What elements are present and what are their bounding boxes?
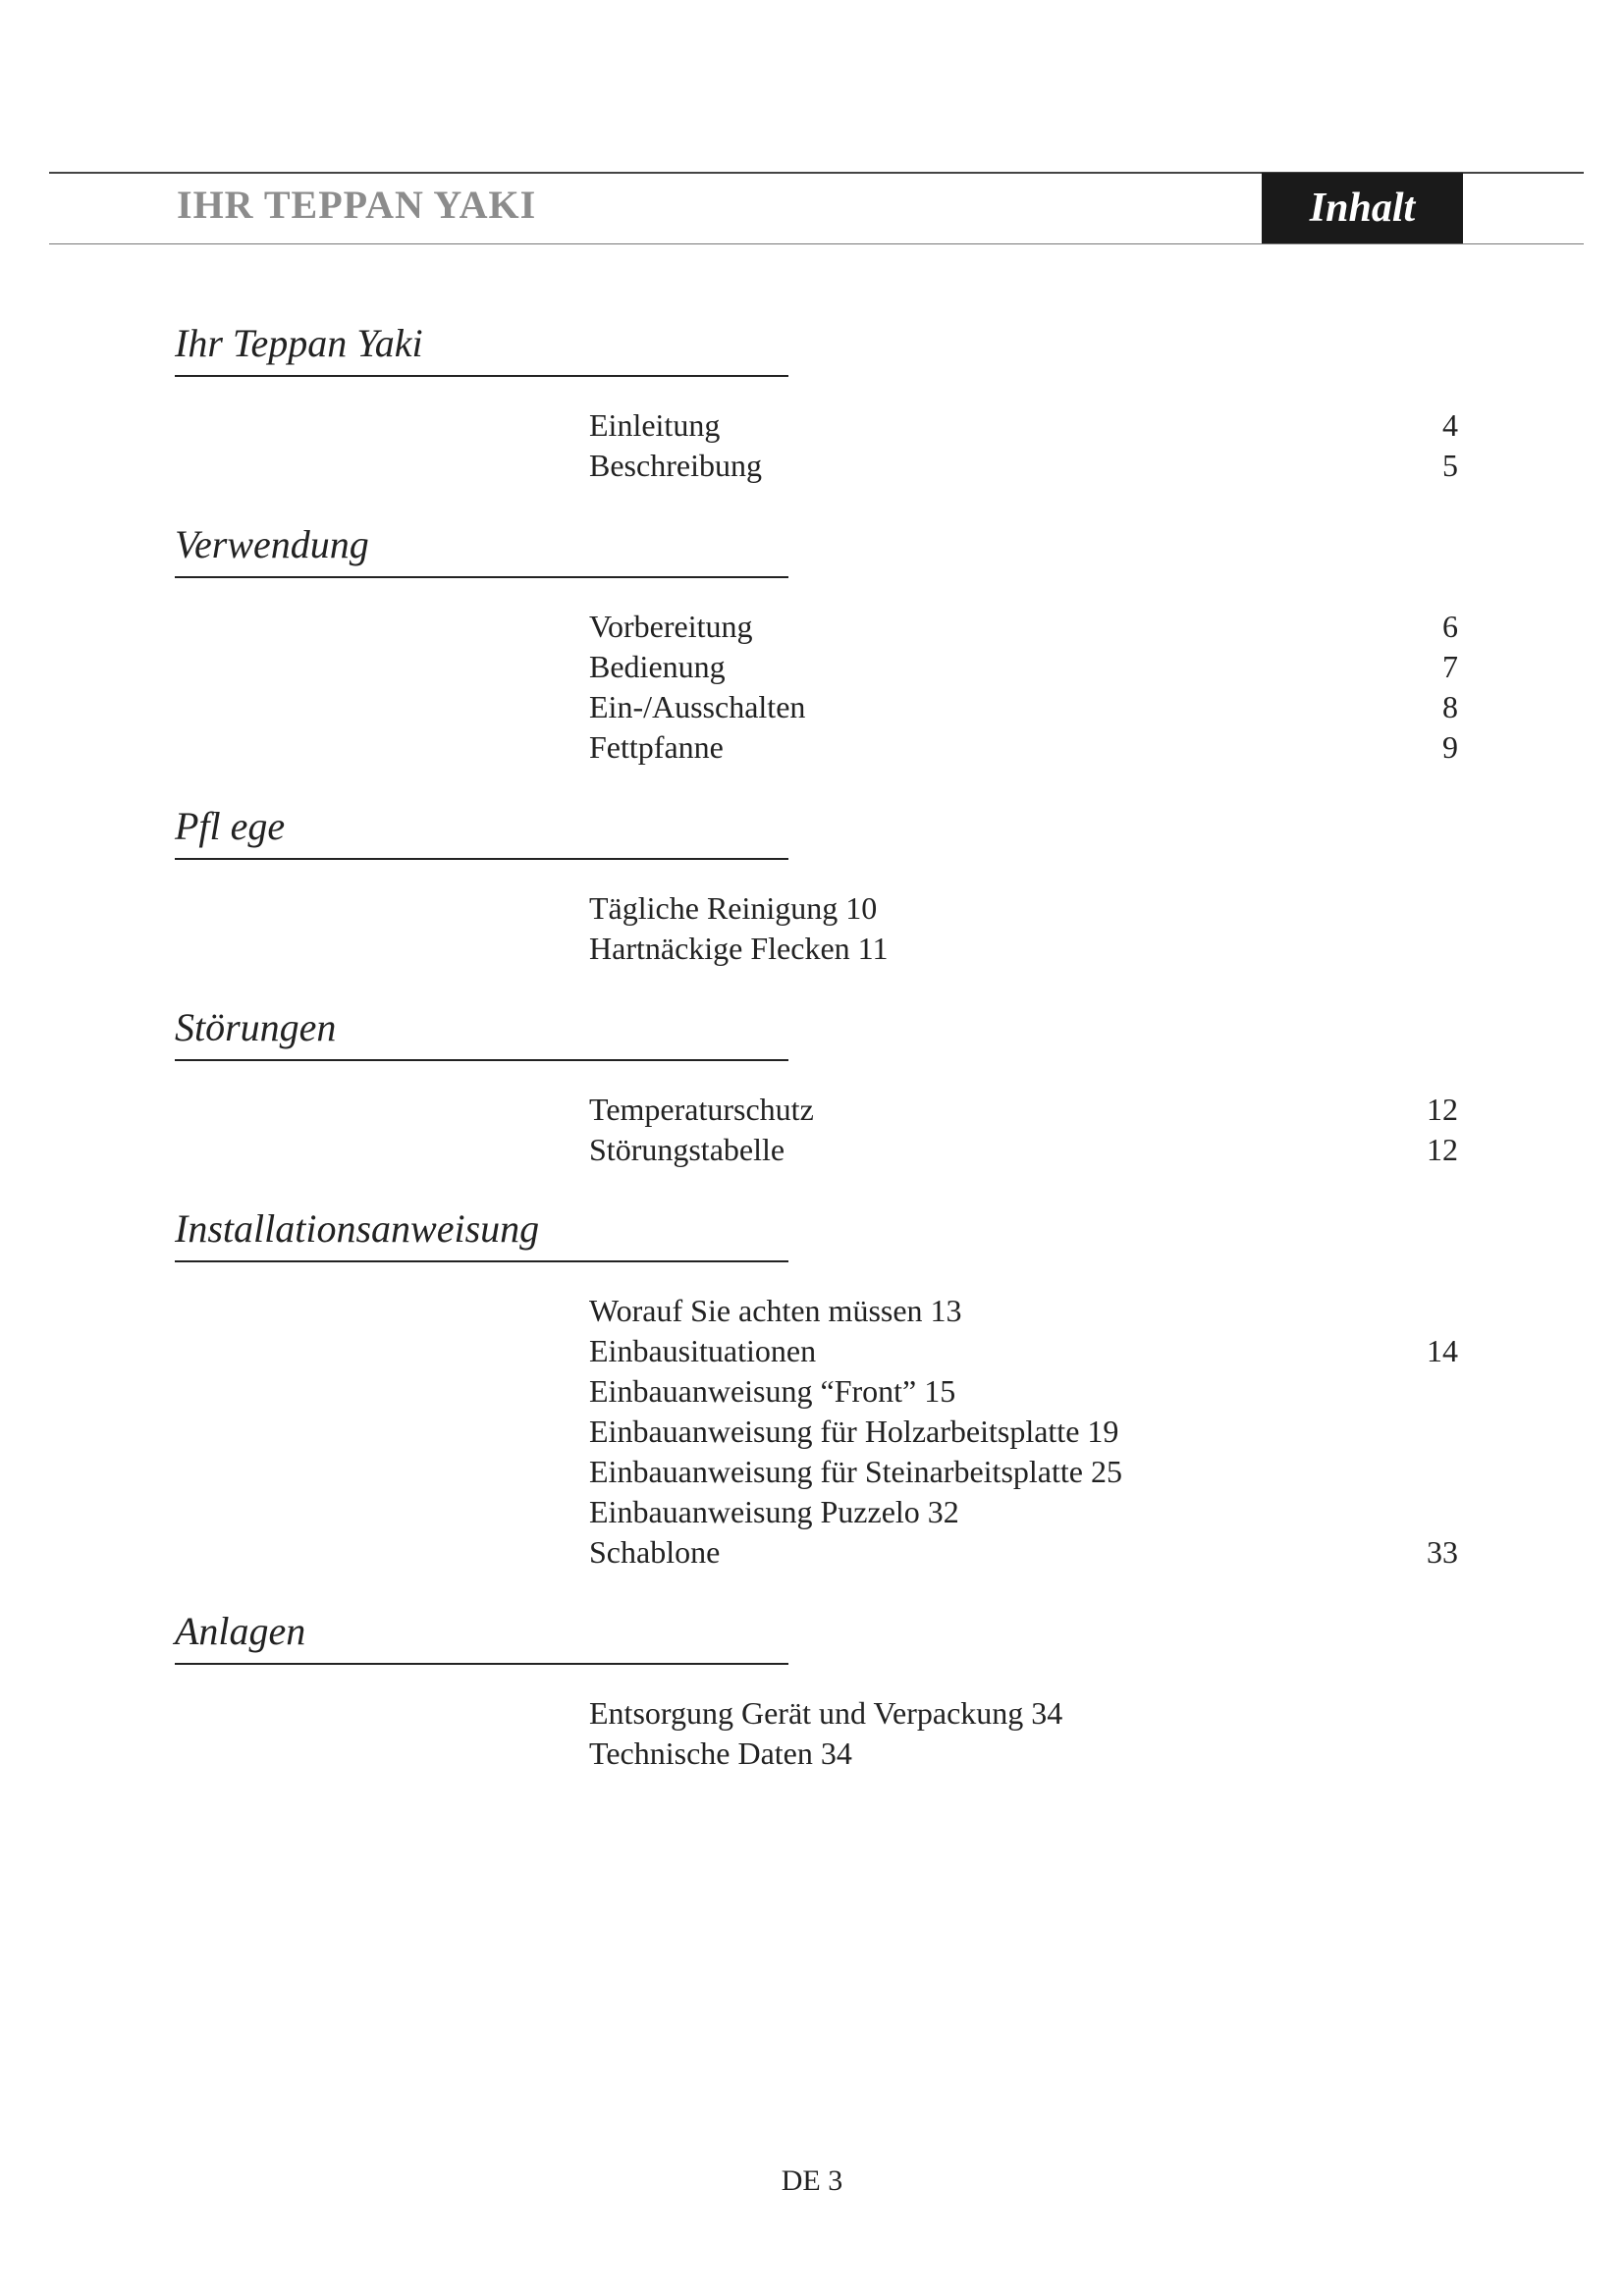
section-heading: Pfl ege — [175, 803, 788, 860]
entry-page: 7 — [1442, 649, 1458, 684]
toc-section-stoerungen — [175, 1004, 788, 1061]
entry-page: 6 — [1442, 609, 1458, 644]
section-heading: Verwendung — [175, 521, 788, 578]
toc-entries-stoerungen — [589, 1090, 1458, 1170]
section-heading: Anlagen — [175, 1608, 788, 1665]
entry-page: 14 — [1427, 1333, 1458, 1368]
toc-entry[interactable] — [589, 607, 1458, 647]
header-bottom-rule — [49, 243, 1584, 244]
toc-entries-pflege — [589, 888, 1458, 969]
toc-entry[interactable] — [589, 1331, 1458, 1371]
toc-entries-verwendung — [589, 607, 1458, 768]
toc-entry[interactable] — [589, 687, 1458, 727]
entry-label: Ein-/Ausschalten — [589, 689, 806, 724]
toc-entry[interactable] — [589, 647, 1458, 687]
document-title: IHR TEPPAN YAKI — [177, 183, 537, 227]
toc-entry[interactable]: Einbauanweisung für Holzarbeitsplatte 19 — [589, 1414, 1119, 1449]
entry-label: Temperaturschutz — [589, 1092, 814, 1127]
toc-entry[interactable] — [589, 405, 1458, 446]
entry-page: 33 — [1427, 1534, 1458, 1570]
entry-page: 9 — [1442, 729, 1458, 765]
toc-entry[interactable]: Technische Daten 34 — [589, 1735, 852, 1771]
section-tab-label: Inhalt — [1262, 173, 1463, 243]
entry-label: Vorbereitung — [589, 609, 753, 644]
toc-section-pflege — [175, 803, 788, 860]
toc-entry[interactable]: Worauf Sie achten müssen 13 — [589, 1293, 962, 1328]
entry-label: Einleitung — [589, 407, 721, 443]
entry-page: 4 — [1442, 407, 1458, 443]
entry-page: 12 — [1427, 1132, 1458, 1167]
toc-entry[interactable] — [589, 727, 1458, 768]
entry-label: Bedienung — [589, 649, 726, 684]
toc-section-installationsanweisung — [175, 1205, 788, 1262]
toc-entry[interactable]: Einbauanweisung für Steinarbeitsplatte 25 — [589, 1454, 1122, 1489]
section-heading: Ihr Teppan Yaki — [175, 320, 788, 377]
toc-entries-anlagen — [589, 1693, 1458, 1774]
toc-entry[interactable] — [589, 1090, 1458, 1130]
toc-entry[interactable]: Einbauanweisung “Front” 15 — [589, 1373, 956, 1409]
toc-entries-installationsanweisung — [589, 1291, 1458, 1573]
entry-label: Fettpfanne — [589, 729, 724, 765]
toc-entry[interactable]: Entsorgung Gerät und Verpackung 34 — [589, 1695, 1063, 1731]
section-heading: Installationsanweisung — [175, 1205, 788, 1262]
entry-page: 8 — [1442, 689, 1458, 724]
entry-page: 5 — [1442, 448, 1458, 483]
entry-label: Schablone — [589, 1534, 721, 1570]
toc-entry[interactable]: Tägliche Reinigung 10 — [589, 890, 878, 926]
entry-label: Beschreibung — [589, 448, 762, 483]
toc-entry[interactable]: Hartnäckige Flecken 11 — [589, 931, 889, 966]
toc-section-verwendung — [175, 521, 788, 578]
entry-label: Störungstabelle — [589, 1132, 785, 1167]
toc-section-anlagen — [175, 1608, 788, 1665]
section-heading: Störungen — [175, 1004, 788, 1061]
toc-section-ihr-teppan-yaki — [175, 320, 788, 377]
toc-entry[interactable] — [589, 1130, 1458, 1170]
page-number-footer: DE 3 — [781, 2164, 843, 2197]
toc-entry[interactable]: Einbauanweisung Puzzelo 32 — [589, 1494, 959, 1529]
toc-entries-ihr-teppan-yaki — [589, 405, 1458, 486]
entry-label: Einbausituationen — [589, 1333, 817, 1368]
toc-entry[interactable] — [589, 446, 1458, 486]
entry-page: 12 — [1427, 1092, 1458, 1127]
toc-entry[interactable] — [589, 1532, 1458, 1573]
